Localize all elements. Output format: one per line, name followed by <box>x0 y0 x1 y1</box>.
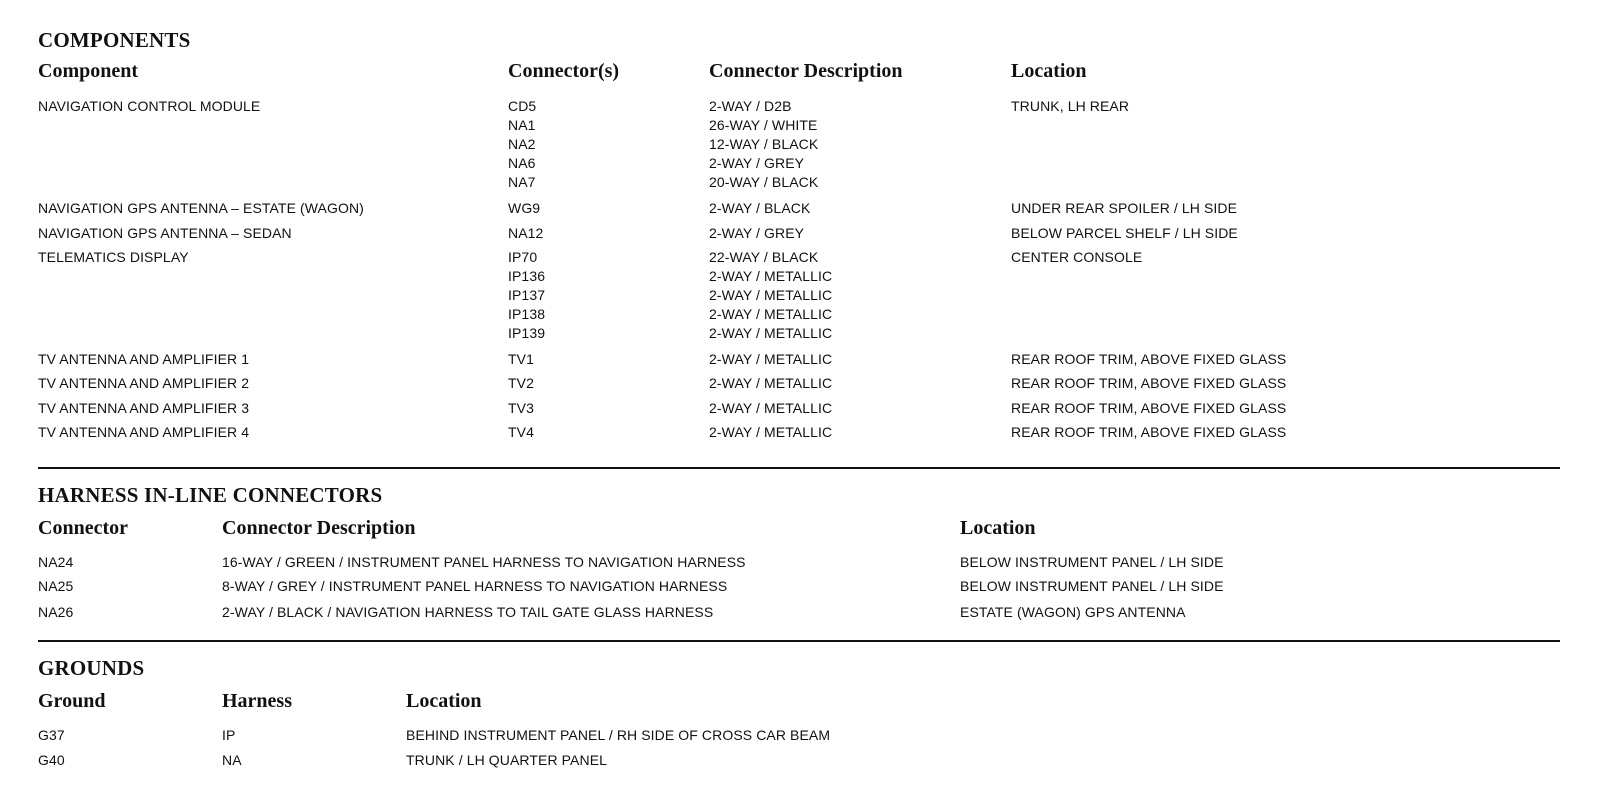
connector-id: NA1 <box>508 117 536 133</box>
table-row-location: BELOW PARCEL SHELF / LH SIDE <box>1011 225 1238 241</box>
connector-description: 20-WAY / BLACK <box>709 174 819 190</box>
ground-id: G37 <box>38 727 65 743</box>
grounds-title: GROUNDS <box>38 656 145 680</box>
connector-id: IP70 <box>508 249 538 265</box>
connector-id: TV2 <box>508 375 534 391</box>
connector-description: 26-WAY / WHITE <box>709 117 818 133</box>
connector-description: 2-WAY / BLACK <box>709 200 811 216</box>
connector-description: 2-WAY / D2B <box>709 98 792 114</box>
ground-location: TRUNK / LH QUARTER PANEL <box>406 752 608 768</box>
harness-connector: NA26 <box>38 604 74 620</box>
connector-id: TV1 <box>508 351 534 367</box>
connector-description: 2-WAY / METALLIC <box>709 306 833 322</box>
table-row-component: NAVIGATION CONTROL MODULE <box>38 98 261 114</box>
connector-description: 2-WAY / GREY <box>709 155 805 171</box>
connector-id: WG9 <box>508 200 541 216</box>
connector-description: 2-WAY / METALLIC <box>709 375 833 391</box>
harness-location: BELOW INSTRUMENT PANEL / LH SIDE <box>960 578 1224 594</box>
harness-connector: NA24 <box>38 554 74 570</box>
table-row-connectors <box>508 97 536 192</box>
connector-description: 2-WAY / METALLIC <box>709 268 833 284</box>
components-header-connectors: Connector(s) <box>508 60 620 82</box>
table-row-location: REAR ROOF TRIM, ABOVE FIXED GLASS <box>1011 351 1287 367</box>
harness-header-connector: Connector <box>38 517 128 539</box>
connector-id: NA2 <box>508 136 536 152</box>
harness-location: ESTATE (WAGON) GPS ANTENNA <box>960 604 1186 620</box>
table-row-component: NAVIGATION GPS ANTENNA – ESTATE (WAGON) <box>38 200 364 216</box>
table-row-descriptions <box>709 248 832 343</box>
grounds-header-harness: Harness <box>222 690 292 712</box>
ground-id: G40 <box>38 752 65 768</box>
table-row-location: TRUNK, LH REAR <box>1011 98 1130 114</box>
harness-description: 16-WAY / GREEN / INSTRUMENT PANEL HARNESS TO NAVIGATION HARNESS <box>222 554 746 570</box>
connector-id: NA12 <box>508 225 544 241</box>
table-row-descriptions <box>709 97 818 192</box>
connector-id: IP137 <box>508 287 546 303</box>
harness-header-description: Connector Description <box>222 517 416 539</box>
connector-description: 12-WAY / BLACK <box>709 136 819 152</box>
components-title: COMPONENTS <box>38 28 191 52</box>
components-header-description: Connector Description <box>709 60 903 82</box>
table-row-component: TV ANTENNA AND AMPLIFIER 1 <box>38 351 250 367</box>
connector-description: 2-WAY / METALLIC <box>709 325 833 341</box>
ground-location: BEHIND INSTRUMENT PANEL / RH SIDE OF CROSS CAR BEAM <box>406 727 831 743</box>
grounds-header-location: Location <box>406 690 482 712</box>
table-row-component: NAVIGATION GPS ANTENNA – SEDAN <box>38 225 292 241</box>
connector-description: 2-WAY / GREY <box>709 225 805 241</box>
table-row-component: TELEMATICS DISPLAY <box>38 249 189 265</box>
ground-harness: NA <box>222 752 242 768</box>
connector-description: 2-WAY / METALLIC <box>709 424 833 440</box>
components-header-component: Component <box>38 60 139 82</box>
ground-harness: IP <box>222 727 236 743</box>
table-row-location: REAR ROOF TRIM, ABOVE FIXED GLASS <box>1011 424 1287 440</box>
table-row-location: REAR ROOF TRIM, ABOVE FIXED GLASS <box>1011 375 1287 391</box>
table-row-connectors <box>508 248 545 343</box>
table-row-location: CENTER CONSOLE <box>1011 249 1143 265</box>
connector-id: CD5 <box>508 98 537 114</box>
harness-description: 8-WAY / GREY / INSTRUMENT PANEL HARNESS TO NAVIGATION HARNESS <box>222 578 728 594</box>
table-row-location: UNDER REAR SPOILER / LH SIDE <box>1011 200 1238 216</box>
harness-location: BELOW INSTRUMENT PANEL / LH SIDE <box>960 554 1224 570</box>
section-divider <box>38 467 1560 469</box>
harness-connector: NA25 <box>38 578 74 594</box>
connector-id: NA7 <box>508 174 536 190</box>
connector-description: 2-WAY / METALLIC <box>709 351 833 367</box>
harness-title: HARNESS IN-LINE CONNECTORS <box>38 483 383 507</box>
table-row-component: TV ANTENNA AND AMPLIFIER 4 <box>38 424 250 440</box>
connector-description: 22-WAY / BLACK <box>709 249 819 265</box>
connector-description: 2-WAY / METALLIC <box>709 287 833 303</box>
table-row-component: TV ANTENNA AND AMPLIFIER 2 <box>38 375 250 391</box>
connector-id: NA6 <box>508 155 536 171</box>
harness-description: 2-WAY / BLACK / NAVIGATION HARNESS TO TAIL GATE GLASS HARNESS <box>222 604 714 620</box>
connector-id: IP139 <box>508 325 546 341</box>
grounds-header-ground: Ground <box>38 690 106 712</box>
table-row-location: REAR ROOF TRIM, ABOVE FIXED GLASS <box>1011 400 1287 416</box>
harness-header-location: Location <box>960 517 1036 539</box>
connector-id: TV4 <box>508 424 534 440</box>
components-header-location: Location <box>1011 60 1087 82</box>
connector-id: TV3 <box>508 400 534 416</box>
connector-id: IP136 <box>508 268 546 284</box>
section-divider <box>38 640 1560 642</box>
connector-id: IP138 <box>508 306 546 322</box>
table-row-component: TV ANTENNA AND AMPLIFIER 3 <box>38 400 250 416</box>
connector-description: 2-WAY / METALLIC <box>709 400 833 416</box>
